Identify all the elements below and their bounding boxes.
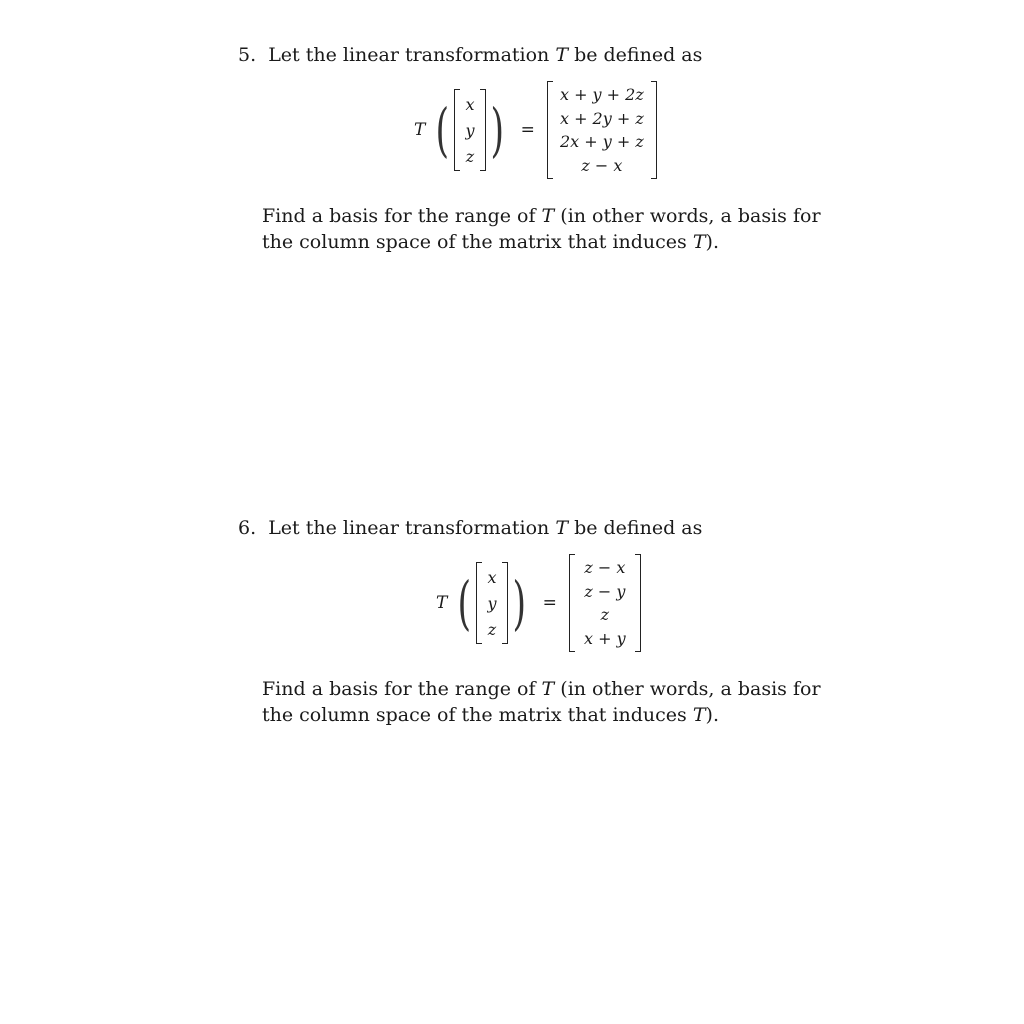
- transform-symbol: T: [692, 231, 706, 253]
- input-vector: [454, 89, 486, 171]
- output-row-4: z − x: [581, 155, 623, 175]
- close-paren: ): [490, 96, 505, 164]
- input-vector: [476, 562, 508, 644]
- transform-symbol: T: [555, 44, 569, 66]
- input-z: z: [465, 146, 475, 166]
- close-paren: ): [512, 569, 527, 637]
- output-row-3: 2x + y + z: [559, 132, 644, 152]
- problem-intro-tail: be defined as: [574, 44, 703, 66]
- problem-intro: Let the linear transformation: [268, 517, 550, 539]
- question-part-b: (in other words, a basis for the column space of the matrix that induces: [262, 205, 821, 253]
- output-row-4: x + y: [584, 628, 626, 648]
- equals-sign: =: [542, 593, 557, 613]
- problem-5-heading: [238, 44, 702, 66]
- problem-intro: Let the linear transformation: [268, 44, 550, 66]
- problem-6-equation: [436, 553, 641, 653]
- input-x: x: [465, 94, 475, 114]
- transform-label: T: [414, 120, 426, 140]
- question-part-a: Find a basis for the range of: [262, 205, 536, 227]
- output-row-3: z: [600, 605, 610, 625]
- question-part-b: (in other words, a basis for the column space of the matrix that induces: [262, 678, 821, 726]
- problem-5-equation: [414, 80, 657, 180]
- output-vector: [569, 554, 641, 652]
- output-vector: [547, 81, 657, 179]
- output-row-1: z − x: [584, 558, 626, 578]
- problem-number: 6.: [238, 517, 257, 539]
- question-part-c: ).: [705, 231, 719, 253]
- output-row-1: x + y + 2z: [559, 85, 644, 105]
- transform-symbol: T: [541, 678, 555, 700]
- question-part-c: ).: [705, 704, 719, 726]
- transform-label: T: [436, 593, 448, 613]
- question-part-a: Find a basis for the range of: [262, 678, 536, 700]
- input-x: x: [487, 567, 497, 587]
- problem-6-question: [262, 676, 822, 728]
- problem-intro-tail: be defined as: [574, 517, 703, 539]
- transform-symbol: T: [555, 517, 569, 539]
- open-paren: (: [457, 569, 472, 637]
- equals-sign: =: [520, 120, 535, 140]
- input-y: y: [487, 593, 497, 613]
- transform-symbol: T: [692, 704, 706, 726]
- transform-symbol: T: [541, 205, 555, 227]
- input-z: z: [487, 619, 497, 639]
- output-row-2: z − y: [584, 581, 626, 601]
- output-row-2: x + 2y + z: [559, 108, 644, 128]
- problem-5-question: [262, 203, 822, 255]
- problem-number: 5.: [238, 44, 257, 66]
- input-y: y: [465, 120, 475, 140]
- problem-6-heading: [238, 517, 702, 539]
- open-paren: (: [435, 96, 450, 164]
